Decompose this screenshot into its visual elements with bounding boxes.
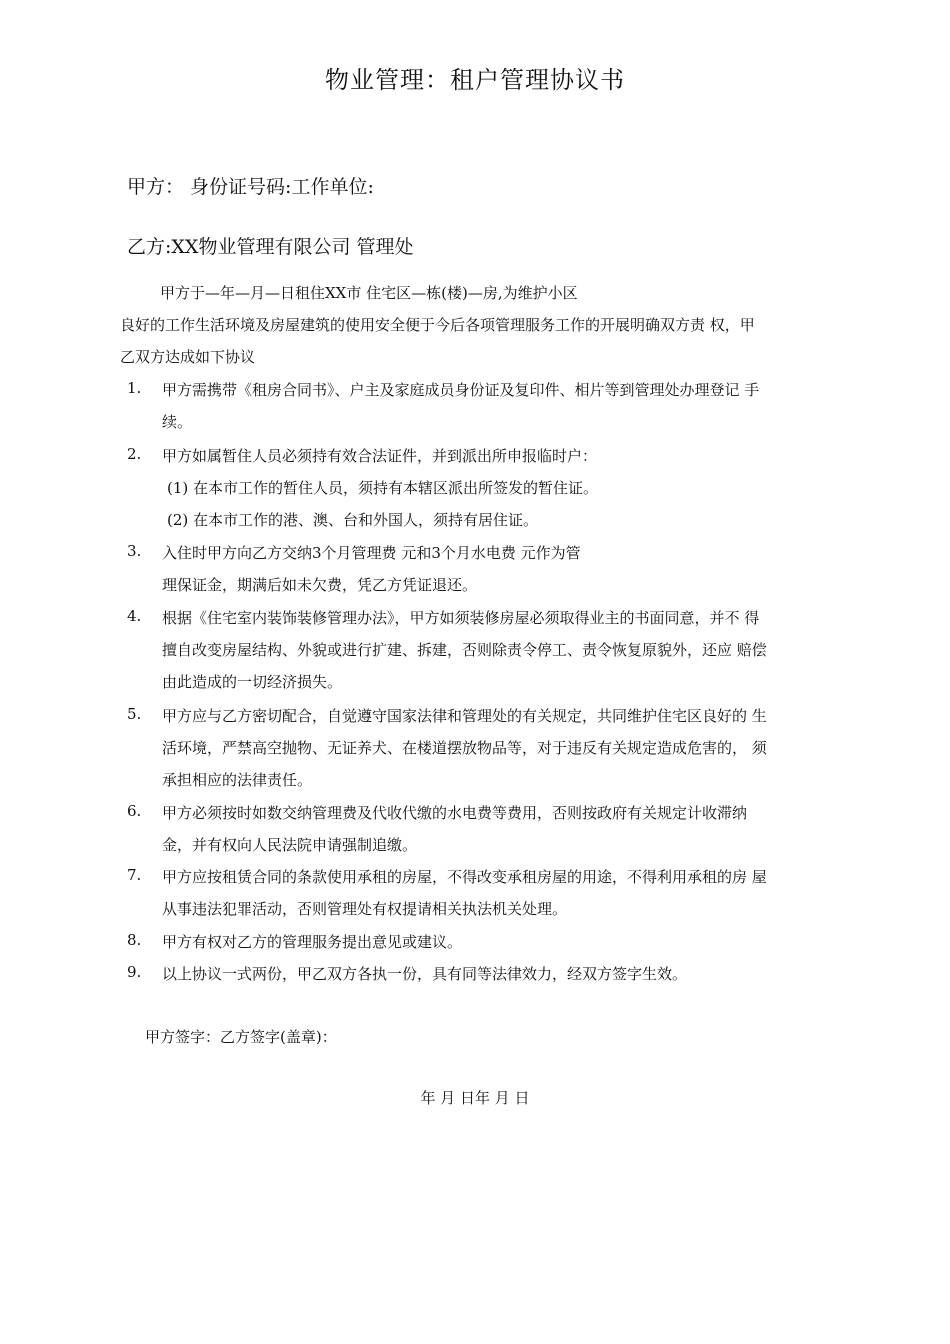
clause-number: 8. [127, 931, 142, 949]
signature-line: 甲方签字：乙方签字(盖章)： [145, 1028, 337, 1046]
clause-line: 续。 [162, 413, 193, 431]
clause-line: 甲方必须按时如数交纳管理费及代收代缴的水电费等费用，否则按政府有关规定计收滞纳 [162, 804, 748, 822]
document-title: 物业管理：租户管理协议书 [325, 66, 625, 94]
clause-line: 活环境，严禁高空抛物、无证养犬、在楼道摆放物品等，对于违反有关规定造成危害的， 须 [162, 739, 767, 757]
clause-line: 甲方应按租赁合同的条款使用承租的房屋，不得改变承租房屋的用途，不得利用承租的房 屋 [162, 868, 767, 886]
clause-line: 甲方应与乙方密切配合，自觉遵守国家法律和管理处的有关规定，共同维护住宅区良好的 生 [162, 707, 767, 725]
date-line: 年 月 日年 月 日 [420, 1089, 530, 1107]
clause-line: 入住时甲方向乙方交纳3个月管理费 元和3个月水电费 元作为管 [162, 544, 581, 562]
intro-line: 甲方于—年—月—日租住XX市 住宅区—栋(楼)—房,为维护小区 [160, 284, 578, 302]
clause-subitem: (2) 在本市工作的港、澳、台和外国人，须持有居住证。 [167, 511, 539, 529]
clause-number: 5. [127, 705, 142, 723]
clause-line: 理保证金，期满后如未欠费，凭乙方凭证退还。 [162, 576, 478, 594]
clause-line: 承担相应的法律责任。 [162, 771, 313, 789]
party-b-line: 乙方:XX物业管理有限公司 管理处 [127, 236, 414, 258]
clause-number: 9. [127, 963, 142, 981]
clause-line: 根据《住宅室内装饰装修管理办法》，甲方如须装修房屋必须取得业主的书面同意，并不 得 [162, 609, 760, 627]
clause-number: 1. [127, 379, 142, 397]
clause-line: 甲方有权对乙方的管理服务提出意见或建议。 [162, 933, 463, 951]
clause-number: 7. [127, 866, 142, 884]
clause-line: 从事违法犯罪活动，否则管理处有权提请相关执法机关处理。 [162, 900, 568, 918]
clause-line: 由此造成的一切经济损失。 [162, 673, 343, 691]
clause-number: 6. [127, 802, 142, 820]
clause-line: 甲方如属暂住人员必须持有效合法证件，并到派出所申报临时户： [162, 447, 598, 465]
clause-line: 以上协议一式两份，甲乙双方各执一份，具有同等法律效力，经双方签字生效。 [162, 965, 688, 983]
clause-number: 3. [127, 542, 142, 560]
clause-subitem: (1) 在本市工作的暂住人员，须持有本辖区派出所签发的暂住证。 [167, 479, 599, 497]
clause-number: 2. [127, 445, 142, 463]
clause-line: 甲方需携带《租房合同书》、户主及家庭成员身份证及复印件、相片等到管理处办理登记 手 [162, 381, 760, 399]
intro-line: 良好的工作生活环境及房屋建筑的使用安全便于今后各项管理服务工作的开展明确双方责 权，甲 [120, 316, 755, 334]
clause-line: 金，并有权向人民法院申请强制追缴。 [162, 836, 418, 854]
clause-line: 擅自改变房屋结构、外貌或进行扩建、拆建，否则除责令停工、责令恢复原貌外，还应 赔偿 [162, 641, 767, 659]
intro-line: 乙双方达成如下协议 [120, 348, 256, 366]
party-a-line: 甲方： 身份证号码:工作单位: [127, 176, 374, 198]
clause-number: 4. [127, 607, 142, 625]
